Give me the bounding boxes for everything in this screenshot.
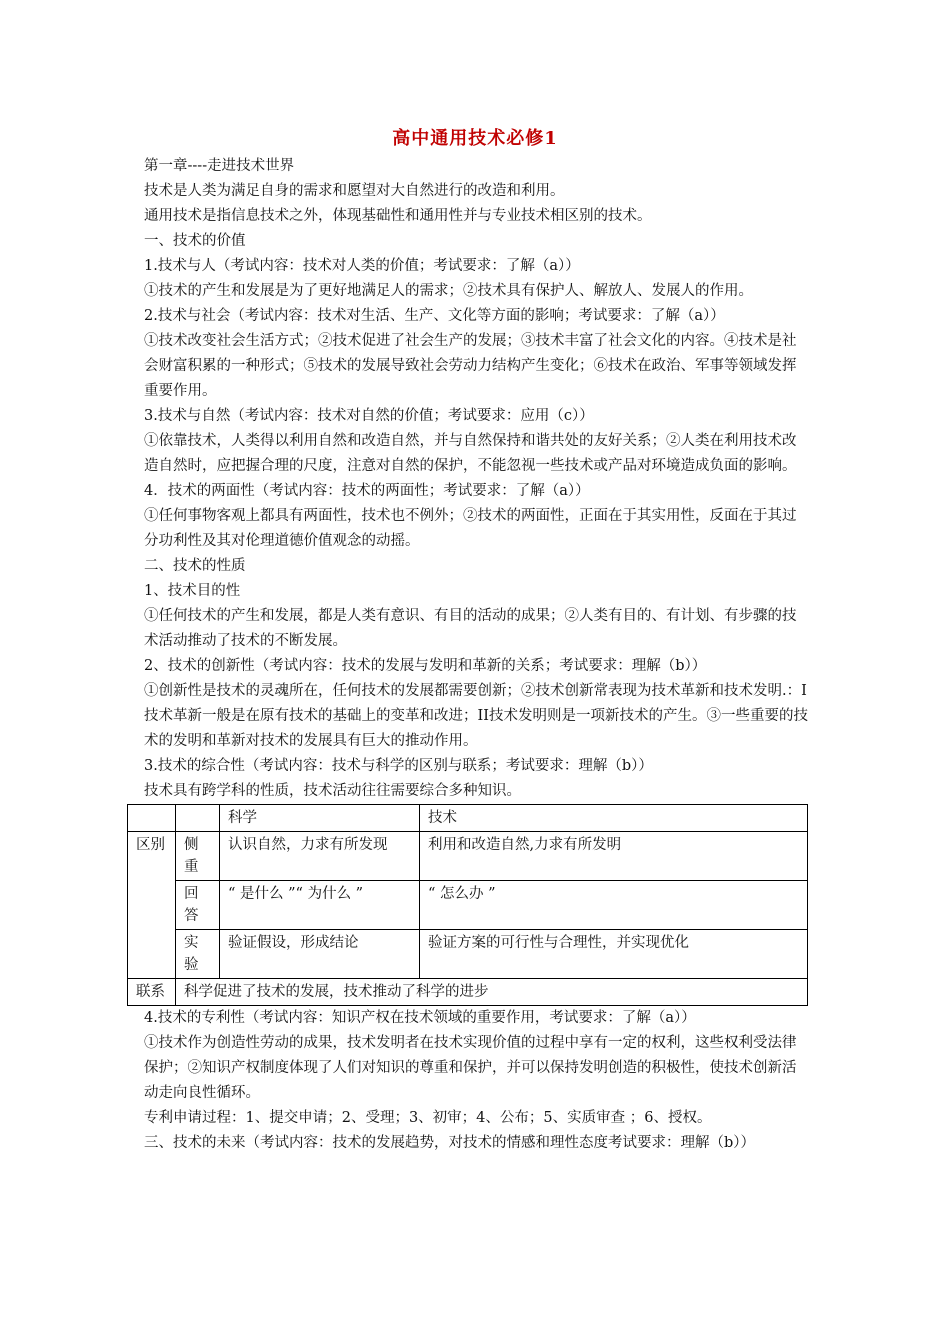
subsection-heading: 4.技术的专利性（考试内容：知识产权在技术领域的重要作用，考试要求：了解（a）） (144, 1010, 696, 1026)
paragraph: 技术具有跨学科的性质，技术活动往往需要综合多种知识。 (144, 783, 521, 799)
table-row-label: 侧重 (176, 832, 220, 881)
paragraph: 技术是人类为满足自身的需求和愿望对大自然进行的改造和利用。 (144, 183, 565, 199)
paragraph: ①技术改变社会生活方式；②技术促进了社会生产的发展；③技术丰富了社会文化的内容。④技术是社会财富积累的一种形式；⑤技术的发展导致社会劳动力结构产生变化；⑥技术在政治、军事等领域发挥重要作用。 (144, 333, 797, 399)
subsection-heading: 4．技术的两面性（考试内容：技术的两面性；考试要求：了解（a）） (144, 483, 590, 499)
table-cell-science: 认识自然，力求有所发现 (220, 832, 420, 881)
section-heading: 一、技术的价值 (144, 233, 246, 249)
document-body (136, 154, 810, 1156)
paragraph: 通用技术是指信息技术之外，体现基础性和通用性并与专业技术相区别的技术。 (144, 208, 652, 224)
table-row (128, 979, 808, 1006)
section-heading: 二、技术的性质 (144, 558, 246, 574)
table-row (128, 881, 808, 930)
subsection-heading: 2.技术与社会（考试内容：技术对生活、生产、文化等方面的影响；考试要求：了解（a）） (144, 308, 725, 324)
table-group-label: 区别 (128, 832, 176, 979)
chapter-heading: 第一章----走进技术世界 (144, 158, 295, 174)
table-cell-technology: “ 怎么办 ” (420, 881, 808, 930)
table-row-label: 实验 (176, 930, 220, 979)
paragraph: ①创新性是技术的灵魂所在，任何技术的发展都需要创新；②技术创新常表现为技术革新和技术发明.：I技术革新一般是在原有技术的基础上的变革和改进；II技术发明则是一项新技术的产生。③一些重要的技术的发明和革新对技术的发展具有巨大的推动作用。 (144, 683, 808, 749)
paragraph: ①技术的产生和发展是为了更好地满足人的需求；②技术具有保护人、解放人、发展人的作用。 (144, 283, 753, 299)
table-header-technology: 技术 (420, 805, 808, 832)
paragraph: ①技术作为创造性劳动的成果，技术发明者在技术实现价值的过程中享有一定的权利，这些权利受法律保护；②知识产权制度体现了人们对知识的尊重和保护，并可以保持发明创造的积极性，使技术创新活动走向良性循环。 (144, 1035, 797, 1101)
science-technology-table (127, 804, 808, 1006)
table-cell-technology: 验证方案的可行性与合理性，并实现优化 (420, 930, 808, 979)
subsection-heading: 3.技术的综合性（考试内容：技术与科学的区别与联系；考试要求：理解（b）） (144, 758, 653, 774)
paragraph: ①任何技术的产生和发展，都是人类有意识、有目的活动的成果；②人类有目的、有计划、有步骤的技术活动推动了技术的不断发展。 (144, 608, 797, 649)
subsection-heading: 1.技术与人（考试内容：技术对人类的价值；考试要求：了解（a）） (144, 258, 580, 274)
table-link-text: 科学促进了技术的发展，技术推动了科学的进步 (176, 979, 808, 1006)
section-heading: 三、技术的未来（考试内容：技术的发展趋势，对技术的情感和理性态度考试要求：理解（b）） (144, 1135, 756, 1151)
table-cell-science: 验证假设，形成结论 (220, 930, 420, 979)
table-header-cell (176, 805, 220, 832)
paragraph: ①依靠技术，人类得以利用自然和改造自然，并与自然保持和谐共处的友好关系；②人类在利用技术改造自然时，应把握合理的尺度，注意对自然的保护，不能忽视一些技术或产品对环境造成负面的影响。 (144, 433, 797, 474)
table-row-label: 回答 (176, 881, 220, 930)
table-cell-technology: 利用和改造自然,力求有所发明 (420, 832, 808, 881)
table-header-cell (128, 805, 176, 832)
table-cell-science: “ 是什么 ”“ 为什么 ” (220, 881, 420, 930)
table-row (128, 930, 808, 979)
document-title: 高中通用技术必修1 (392, 128, 558, 149)
table-header-science: 科学 (220, 805, 420, 832)
paragraph: ①任何事物客观上都具有两面性，技术也不例外；②技术的两面性，正面在于其实用性，反面在于其过分功利性及其对伦理道德价值观念的动摇。 (144, 508, 797, 549)
subsection-heading: 1、技术目的性 (144, 583, 241, 599)
table-header-row (128, 805, 808, 832)
table-row (128, 832, 808, 881)
subsection-heading: 3.技术与自然（考试内容：技术对自然的价值；考试要求：应用（c）） (144, 408, 594, 424)
subsection-heading: 2、技术的创新性（考试内容：技术的发展与发明和革新的关系；考试要求：理解（b）） (144, 658, 707, 674)
paragraph: 专利申请过程：1、提交申请；2、受理；3、初审；4、公布；5、实质审查 ；6、授权。 (144, 1110, 712, 1126)
table-link-label: 联系 (128, 979, 176, 1006)
